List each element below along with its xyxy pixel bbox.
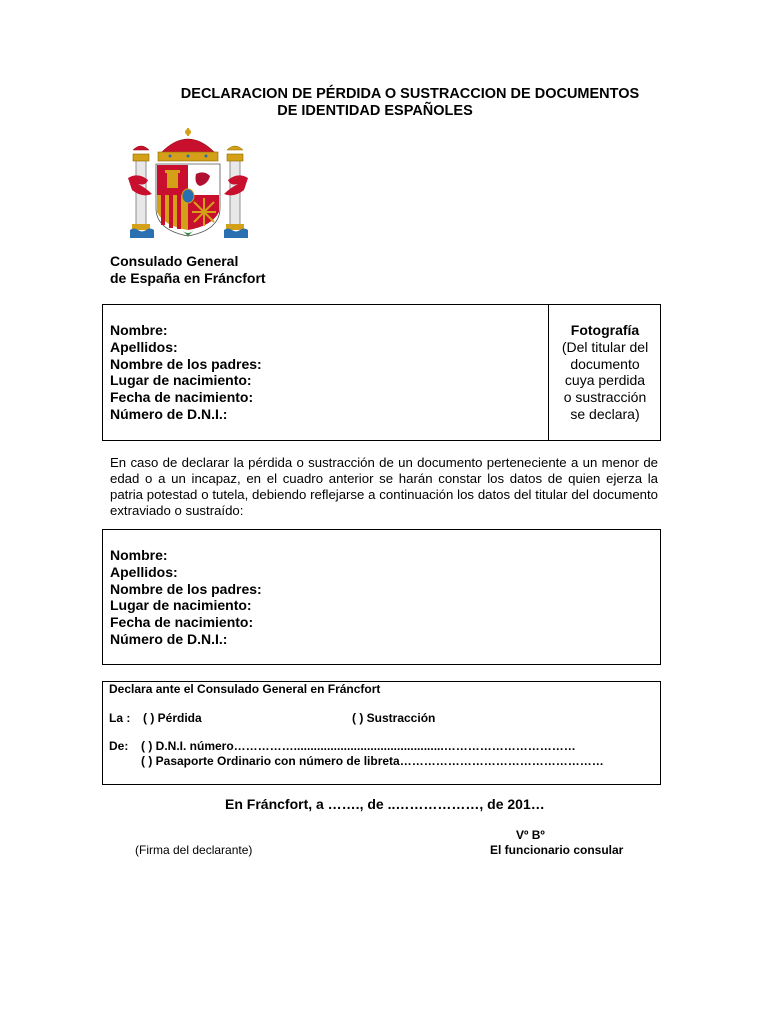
title-line-1: DECLARACION DE PÉRDIDA O SUSTRACCION DE DOCUMENTOS <box>180 86 640 102</box>
visto-bueno: Vº Bº <box>516 828 545 842</box>
photo-line-5: se declara) <box>570 405 640 422</box>
instructions-paragraph: En caso de declarar la pérdida o sustracción de un documento perteneciente a un menor de edad o a un incapaz, en el cuadro anterior se harán constar los datos de quien ejerza la patria potestad o tutela, debiendo reflejarse a continuación los datos del titular del documento extraviado o sustraído: <box>110 455 658 518</box>
coat-of-arms-icon <box>124 126 252 244</box>
holder-field-lugar-nacimiento[interactable]: Lugar de nacimiento: <box>110 597 252 614</box>
declarant-fields <box>110 322 262 423</box>
checkbox-pasaporte[interactable]: ( ) Pasaporte Ordinario con número de libreta…………………………………………… <box>141 754 604 768</box>
consulate-name <box>110 253 266 287</box>
document-title <box>100 86 720 120</box>
consulate-line-2: de España en Fráncfort <box>110 270 266 286</box>
photo-line-3: cuya perdida <box>564 372 646 389</box>
crown <box>158 128 218 161</box>
place-date-line[interactable]: En Fráncfort, a ……., de ..………………, de 201… <box>225 796 545 812</box>
declaration-intro: Declara ante el Consulado General en Fráncfort <box>109 682 381 696</box>
checkbox-sustraccion[interactable]: ( ) Sustracción <box>352 711 436 725</box>
holder-field-nombre[interactable]: Nombre: <box>110 547 168 563</box>
photo-line-4: o sustracción <box>563 389 647 406</box>
consulate-line-1: Consulado General <box>110 253 239 269</box>
consular-officer-label: El funcionario consular <box>490 843 624 857</box>
photo-area[interactable] <box>549 322 661 423</box>
declarant-signature-label: (Firma del declarante) <box>135 843 253 857</box>
holder-fields <box>110 547 262 648</box>
declaration-de-label: De: <box>109 739 129 753</box>
declaration-la-label: La : <box>109 711 131 725</box>
title-line-2: DE IDENTIDAD ESPAÑOLES <box>277 103 473 119</box>
checkbox-perdida[interactable]: ( ) Pérdida <box>143 711 202 725</box>
field-padres[interactable]: Nombre de los padres: <box>110 355 262 372</box>
photo-line-1: (Del titular del <box>561 338 649 355</box>
declarant-data-box <box>102 304 661 441</box>
field-apellidos[interactable]: Apellidos: <box>110 338 178 355</box>
field-fecha-nacimiento[interactable]: Fecha de nacimiento: <box>110 389 254 406</box>
field-dni[interactable]: Número de D.N.I.: <box>110 405 228 422</box>
document-holder-box <box>102 529 661 665</box>
photo-title: Fotografía <box>570 322 640 338</box>
field-lugar-nacimiento[interactable]: Lugar de nacimiento: <box>110 372 252 389</box>
holder-field-padres[interactable]: Nombre de los padres: <box>110 580 262 597</box>
checkbox-dni-numero[interactable]: ( ) D.N.I. número…………….............................................…………………………… <box>141 739 576 753</box>
holder-field-dni[interactable]: Número de D.N.I.: <box>110 630 228 647</box>
holder-field-fecha-nacimiento[interactable]: Fecha de nacimiento: <box>110 614 254 631</box>
shield <box>156 164 220 236</box>
photo-line-2: documento <box>570 355 640 372</box>
holder-field-apellidos[interactable]: Apellidos: <box>110 563 178 580</box>
field-nombre[interactable]: Nombre: <box>110 322 168 338</box>
declaration-box <box>102 681 661 785</box>
right-pillar <box>224 146 248 238</box>
left-pillar <box>128 146 154 238</box>
